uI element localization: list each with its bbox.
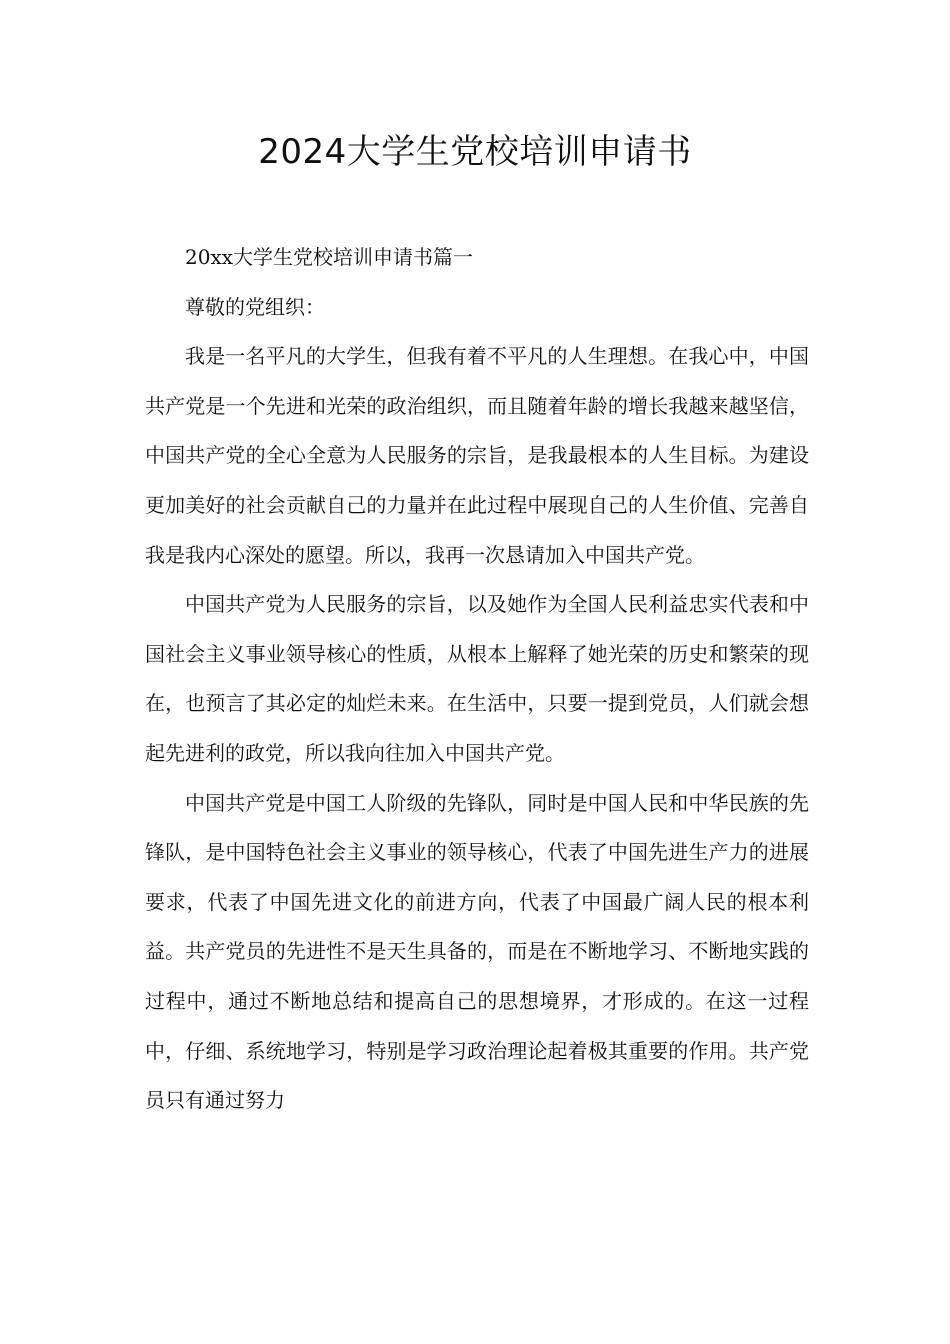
document-subtitle: 20xx大学生党校培训申请书篇一 bbox=[185, 245, 474, 269]
paragraph-1: 我是一名平凡的大学生，但我有着不平凡的人生理想。在我心中，中国共产党是一个先进和光荣的政治组织，而且随着年龄的增长我越来越坚信，中国共产党的全心全意为人民服务的宗旨，是我最根本的人生目标。为建设更加美好的社会贡献自己的力量并在此过程中展现自己的人生价值、完善自我是我内心深处的愿望。所以，我再一次恳请加入中国共产党。 bbox=[145, 344, 809, 567]
paragraph-2: 中国共产党为人民服务的宗旨，以及她作为全国人民利益忠实代表和中国社会主义事业领导核心的性质，从根本上解释了她光荣的历史和繁荣的现在，也预言了其必定的灿烂未来。在生活中，只要一提到党员，人们就会想起先进利的政党，所以我向往加入中国共产党。 bbox=[145, 592, 809, 765]
salutation: 尊敬的党组织： bbox=[185, 294, 325, 319]
paragraph-3: 中国共产党是中国工人阶级的先锋队，同时是中国人民和中华民族的先锋队，是中国特色社会主义事业的领导核心，代表了中国先进生产力的进展要求，代表了中国先进文化的前进方向，代表了中国最广阔人民的根本利益。共产党员的先进性不是天生具备的，而是在不断地学习、不断地实践的过程中，通过不断地总结和提高自己的思想境界，才形成的。在这一过程中，仔细、系统地学习，特别是学习政治理论起着极其重要的作用。共产党员只有通过努力 bbox=[145, 790, 809, 1113]
document-body bbox=[145, 233, 809, 1126]
document-title: 2024大学生党校培训申请书 bbox=[258, 132, 692, 172]
